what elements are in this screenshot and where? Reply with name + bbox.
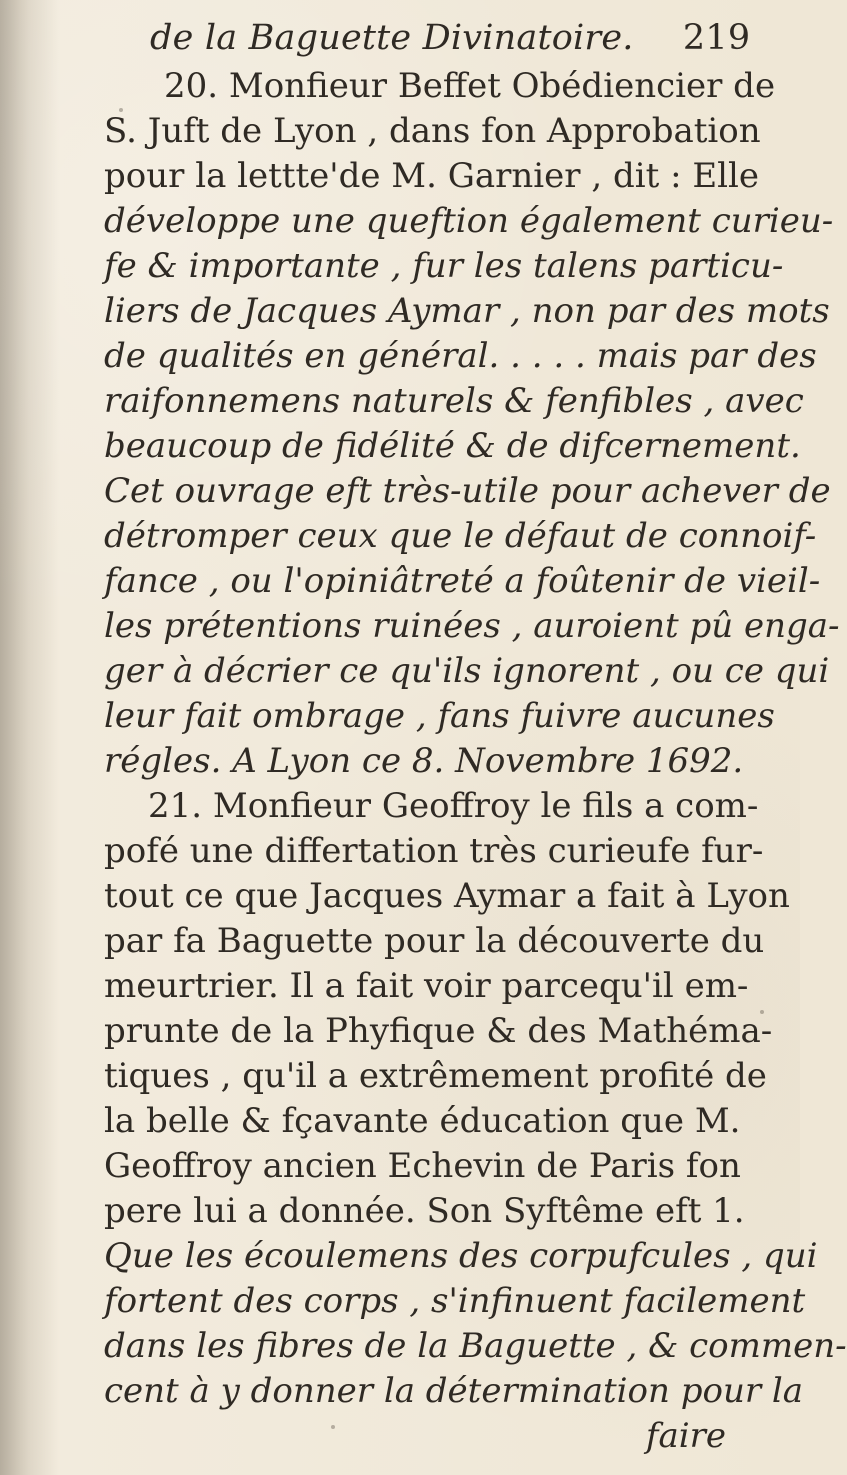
page-number: 219 [682, 18, 751, 58]
running-header [150, 18, 751, 58]
text-line: par fa Baguette pour la découverte du [104, 921, 765, 961]
text-line: dans les fibres de la Baguette , & commen- [104, 1326, 847, 1366]
text-line: cent à y donner la détermination pour la [104, 1371, 804, 1411]
text-line: fance , ou l'opiniâtreté a foûtenir de vieil- [104, 561, 821, 601]
ink-speck [119, 108, 123, 112]
text-line: tout ce que Jacques Aymar a fait à Lyon [104, 876, 790, 916]
text-line: de qualités en général. . . . . mais par des [104, 336, 817, 376]
text-line: développe une queftion également curieu- [104, 201, 834, 241]
catchword-line: faire [645, 1416, 726, 1456]
text-line: Cet ouvrage eft très-utile pour achever de [104, 471, 831, 511]
text-line: leur fait ombrage , fans fuivre aucunes [104, 696, 775, 736]
text-line: prunte de la Phyfique & des Mathéma- [104, 1011, 773, 1051]
ink-speck [331, 1425, 335, 1429]
text-line: pour la lettte'de M. Garnier , dit : Elle [104, 156, 760, 196]
text-line: les prétentions ruinées , auroient pû enga- [104, 606, 840, 646]
text-line: meurtrier. Il a fait voir parcequ'il em- [104, 966, 749, 1006]
text-line: pere lui a donnée. Son Syftême eft 1. [104, 1191, 745, 1231]
text-line: 21. Monfieur Geoffroy le fils a com- [148, 786, 759, 826]
text-line: tiques , qu'il a extrêmement profité de [104, 1056, 767, 1096]
text-line: 20. Monfieur Beffet Obédiencier de [164, 66, 776, 106]
text-line: raifonnemens naturels & fenfibles , avec [104, 381, 804, 421]
header-title: de la Baguette Divinatoire. [150, 18, 634, 58]
text-line: Geoffroy ancien Echevin de Paris fon [104, 1146, 741, 1186]
ink-speck [760, 1010, 764, 1014]
text-line: fortent des corps , s'infinuent facilement [104, 1281, 806, 1321]
page-text [104, 64, 847, 1459]
text-line: ger à décrier ce qu'ils ignorent , ou ce qui [104, 651, 830, 691]
text-line: fe & importante , fur les talens particu- [104, 246, 784, 286]
text-line: liers de Jacques Aymar , non par des mots [104, 291, 830, 331]
text-line: régles. A Lyon ce 8. Novembre 1692. [104, 741, 744, 781]
text-line: S. Juft de Lyon , dans fon Approbation [104, 111, 761, 151]
text-line: Que les écoulemens des corpufcules , qui [104, 1236, 818, 1276]
page-gutter-shadow [0, 0, 58, 1475]
text-line: beaucoup de fidélité & de difcernement. [104, 426, 801, 466]
text-line: pofé une differtation très curieufe fur- [104, 831, 764, 871]
text-line: la belle & fçavante éducation que M. [104, 1101, 741, 1141]
text-line: détromper ceux que le défaut de connoif- [104, 516, 817, 556]
